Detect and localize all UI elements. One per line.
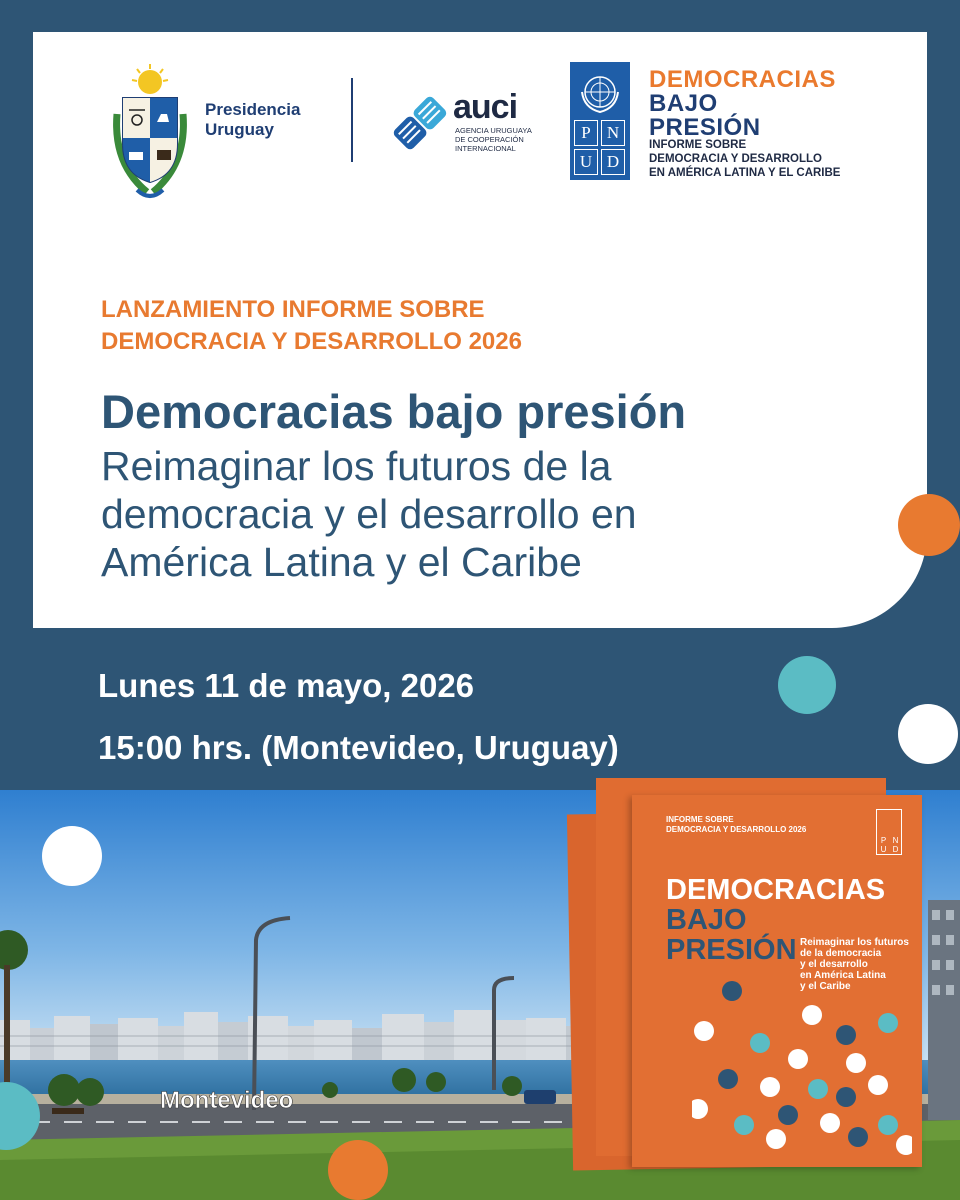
db-sub-line-2: DEMOCRACIA Y DESARROLLO	[649, 153, 822, 165]
event-kicker	[101, 294, 522, 358]
header-card	[33, 32, 927, 628]
kicker-line-2: DEMOCRACIA Y DESARROLLO 2026	[101, 328, 522, 355]
cover-desc-line-1: Reimaginar los futuros	[800, 937, 909, 948]
cover-title-line-3: PRESIÓN	[666, 934, 797, 966]
cover-pnud-p: P	[880, 836, 887, 845]
db-sub-line-3: EN AMÉRICA LATINA Y EL CARIBE	[649, 167, 841, 179]
presidencia-line-1: Presidencia	[205, 100, 301, 119]
db-sub-line-1: INFORME SOBRE	[649, 139, 747, 151]
logo-divider	[351, 78, 353, 162]
subtitle-line-3: América Latina y el Caribe	[101, 539, 582, 585]
auci-subtitle	[455, 126, 545, 153]
event-subtitle	[101, 442, 881, 586]
auci-sub-line-2: DE COOPERACIÓN	[455, 135, 524, 144]
db-subtitle	[649, 138, 840, 180]
presidencia-line-2: Uruguay	[205, 120, 274, 139]
logo-row	[33, 32, 927, 232]
pnud-letters	[574, 120, 626, 176]
auci-sub-line-3: INTERNACIONAL	[455, 144, 516, 153]
cover-title-line-1: DEMOCRACIAS	[666, 874, 886, 906]
pnud-letter-p: P	[574, 120, 598, 146]
cover-dots-pattern	[692, 975, 912, 1155]
cover-pnud-n: N	[892, 836, 899, 845]
white-circle-decoration	[42, 826, 102, 886]
cover-pnud-d: D	[892, 845, 899, 854]
auci-logo-icon	[385, 90, 455, 156]
orange-circle-decoration	[898, 494, 960, 556]
cover-pnud-logo	[876, 809, 902, 855]
cover-kicker	[666, 815, 806, 835]
pnud-letter-u: U	[574, 149, 598, 175]
subtitle-line-1: Reimaginar los futuros de la	[101, 443, 612, 489]
presidencia-uruguay-label	[205, 100, 335, 140]
auci-wordmark: auci	[453, 88, 518, 126]
coat-of-arms-icon	[107, 64, 193, 208]
democracias-bajo-presion-logo	[649, 68, 836, 140]
pnud-letter-n: N	[601, 120, 625, 146]
cover-desc-line-4: en América Latina	[800, 970, 886, 981]
event-date: Lunes 11 de mayo, 2026	[98, 667, 475, 704]
event-time: 15:00 hrs. (Montevideo, Uruguay)	[98, 729, 619, 766]
teal-circle-decoration	[778, 656, 836, 714]
cover-kicker-line-1: INFORME SOBRE	[666, 815, 734, 824]
event-title: Democracias bajo presión	[101, 385, 687, 438]
auci-sub-line-1: AGENCIA URUGUAYA	[455, 126, 532, 135]
orange-circle-decoration	[328, 1140, 388, 1200]
cover-desc-line-5: y el Caribe	[800, 981, 851, 992]
white-circle-decoration	[898, 704, 958, 764]
cover-title-line-2: BAJO	[666, 904, 747, 936]
kicker-line-1: LANZAMIENTO INFORME SOBRE	[101, 296, 485, 323]
subtitle-line-2: democracia y el desarrollo en	[101, 491, 637, 537]
cover-pnud-u: U	[880, 845, 887, 854]
cover-desc-line-2: de la democracia	[800, 948, 882, 959]
pnud-letter-d: D	[601, 149, 625, 175]
un-emblem-icon	[576, 68, 624, 116]
cover-desc-line-3: y el desarrollo	[800, 959, 868, 970]
pnud-logo	[570, 62, 630, 180]
report-cover	[632, 795, 922, 1167]
db-title-line-2: BAJO	[649, 90, 718, 117]
db-title-line-3: PRESIÓN	[649, 114, 761, 141]
db-title-line-1: DEMOCRACIAS	[649, 66, 836, 93]
cover-kicker-line-2: DEMOCRACIA Y DESARROLLO 2026	[666, 825, 807, 834]
montevideo-sign: Montevideo	[160, 1087, 294, 1114]
